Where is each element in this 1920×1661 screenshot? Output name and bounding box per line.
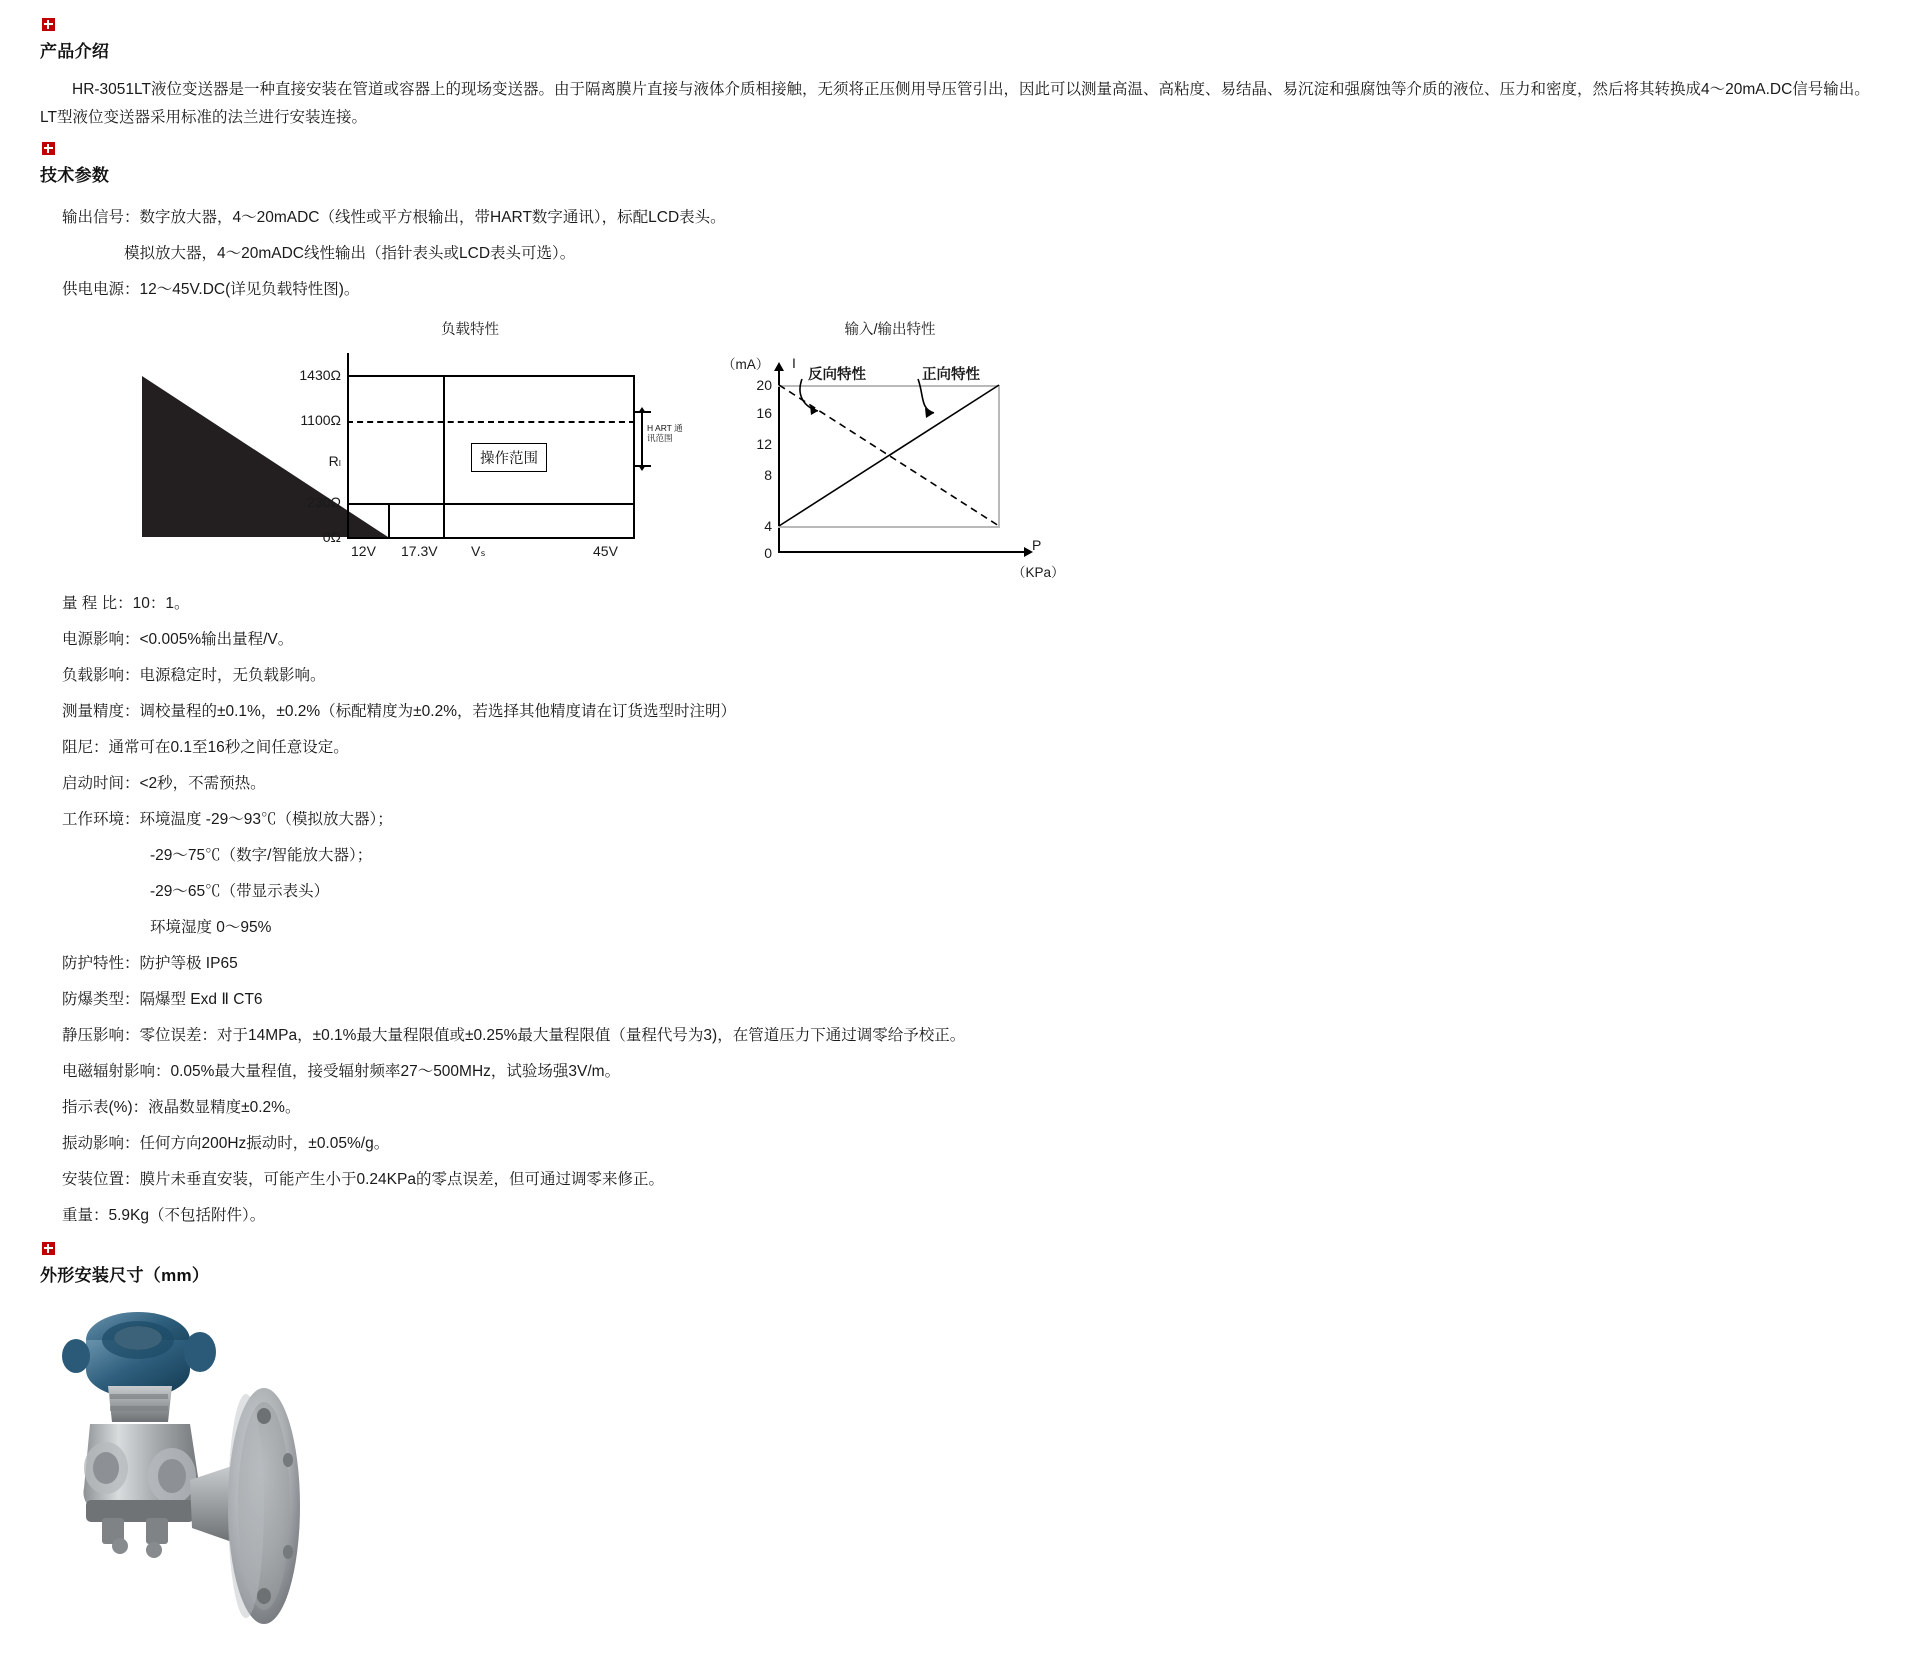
chart2-title: 输入/输出特性 bbox=[844, 322, 936, 338]
chart1-1100-dashed-line bbox=[347, 421, 635, 423]
spec-line: 模拟放大器，4～20mADC线性输出（指针表头或LCD表头可选）。 bbox=[124, 245, 576, 262]
chart1-ytick: 0Ω bbox=[322, 529, 341, 545]
transmitter-illustration bbox=[50, 1300, 380, 1650]
chart2-ytick: 20 bbox=[756, 377, 772, 393]
chart1-operating-area bbox=[142, 376, 388, 537]
spec-line: 启动时间：<2秒，不需预热。 bbox=[62, 775, 266, 792]
product-photo bbox=[50, 1300, 1880, 1655]
spec-line: 指示表(%)：液晶数显精度±0.2%。 bbox=[62, 1099, 301, 1116]
spec-line: 安装位置：膜片未垂直安装，可能产生小于0.24KPa的零点误差，但可通过调零来修正。 bbox=[62, 1171, 664, 1188]
spec-line: 重量：5.9Kg（不包括附件）。 bbox=[62, 1207, 266, 1224]
spec-line: -29～65℃（带显示表头） bbox=[150, 883, 330, 900]
chart2-plot bbox=[710, 355, 1110, 583]
chart2-x-unit: （KPa） bbox=[1012, 565, 1065, 580]
chart2-ytick: 4 bbox=[764, 518, 772, 534]
chart1-xtick: 12V bbox=[351, 543, 376, 559]
spec-line: 防爆类型：隔爆型 Exd Ⅱ CT6 bbox=[62, 991, 263, 1008]
chart1-vline-173 bbox=[388, 504, 390, 538]
chart1-xtick: 17.3V bbox=[401, 543, 438, 559]
spec-line: 负载影响：电源稳定时，无负载影响。 bbox=[62, 667, 326, 684]
section-marker-icon bbox=[42, 18, 55, 31]
chart2-y-symbol: I bbox=[792, 355, 796, 371]
spec-line: 振动影响：任何方向200Hz振动时，±0.05%/g。 bbox=[62, 1135, 390, 1152]
chart1-ytick: 1430Ω bbox=[299, 367, 341, 383]
chart1-230-line bbox=[347, 503, 635, 505]
spec-line: 供电电源：12～45V.DC(详见负载特性图)。 bbox=[62, 281, 360, 298]
chart1-hart-arrow-icon bbox=[641, 413, 643, 465]
chart2-legend-forward: 正向特性 bbox=[922, 367, 980, 383]
chart-io-characteristic bbox=[680, 318, 1100, 583]
chart1-operating-range-label: 操作范围 bbox=[471, 443, 547, 472]
chart1-right-line bbox=[633, 375, 635, 538]
chart1-top-line bbox=[347, 375, 635, 377]
chart1-hart-range-label: H ART 通 讯范围 bbox=[647, 423, 683, 443]
chart2-ytick: 8 bbox=[764, 467, 772, 483]
chart1-plot bbox=[275, 353, 683, 563]
page-title-outline: 外形安装尺寸（mm） bbox=[40, 1266, 210, 1285]
chart1-title: 负载特性 bbox=[441, 322, 499, 338]
chart1-x-axis bbox=[347, 537, 635, 539]
spec-line: 阻尼：通常可在0.1至16秒之间任意设定。 bbox=[62, 739, 349, 756]
chart1-ytick: 1100Ω bbox=[300, 412, 341, 428]
chart2-ytick: 0 bbox=[764, 545, 772, 561]
spec-line: 测量精度：调校量程的±0.1%，±0.2%（标配精度为±0.2%，若选择其他精度请在订货选型时注明） bbox=[62, 703, 737, 720]
spec-line: -29～75℃（数字/智能放大器）； bbox=[150, 847, 373, 864]
chart-load-characteristic bbox=[255, 318, 685, 563]
spec-line: 电磁辐射影响：0.05%最大量程值，接受辐射频率27～500MHz，试验场强3V/m。 bbox=[62, 1063, 621, 1080]
charts-row bbox=[40, 318, 1880, 580]
specs-list-top bbox=[40, 200, 1880, 308]
chart2-y-unit: （mA） bbox=[722, 357, 770, 372]
spec-line: 环境湿度 0～95% bbox=[150, 919, 272, 936]
chart2-ytick: 12 bbox=[756, 436, 772, 452]
spec-line: 防护特性：防护等极 IP65 bbox=[62, 955, 238, 972]
spec-line: 静压影响：零位误差：对于14MPa，±0.1%最大量程限值或±0.25%最大量程限值（量程代号为3)，在管道压力下通过调零给予校正。 bbox=[62, 1027, 966, 1044]
page-title-specs: 技术参数 bbox=[40, 166, 110, 185]
chart2-x-symbol: P bbox=[1032, 537, 1042, 553]
chart1-xtick: Vₛ bbox=[471, 543, 486, 559]
specs-list-bottom bbox=[40, 586, 1880, 1234]
spec-line: 输出信号：数字放大器，4～20mADC（线性或平方根输出，带HART数字通讯），标配LCD表头。 bbox=[62, 209, 726, 226]
spec-line: 工作环境：环境温度 -29～93℃（模拟放大器）； bbox=[62, 811, 393, 828]
chart1-y-axis bbox=[347, 353, 349, 539]
chart1-vline-vs bbox=[443, 376, 445, 538]
intro-paragraph: HR-3051LT液位变送器是一种直接安装在管道或容器上的现场变送器。由于隔离膜片直接与液体介质相接触，无须将正压侧用导压管引出，因此可以测量高温、高粘度、易结晶、易沉淀和强腐蚀等介质的液位、压力和密度，然后将其转换成4～20mA.DC信号输出。LT型液位变送器采用标准的法兰进行安装连接。 bbox=[40, 81, 1870, 126]
section-marker-icon-2 bbox=[42, 142, 55, 155]
spec-line: 电源影响：<0.005%输出量程/V。 bbox=[62, 631, 294, 648]
page-title-intro: 产品介绍 bbox=[40, 42, 110, 61]
section-marker-icon-3 bbox=[42, 1242, 55, 1255]
chart1-ytick: 230Ω bbox=[307, 494, 341, 510]
spec-line: 量 程 比：10：1。 bbox=[62, 595, 190, 612]
chart1-xtick: 45V bbox=[593, 543, 618, 559]
chart2-ytick: 16 bbox=[756, 405, 772, 421]
chart1-ytick: Rₗ bbox=[328, 453, 341, 469]
chart2-legend-reverse: 反向特性 bbox=[808, 367, 866, 383]
